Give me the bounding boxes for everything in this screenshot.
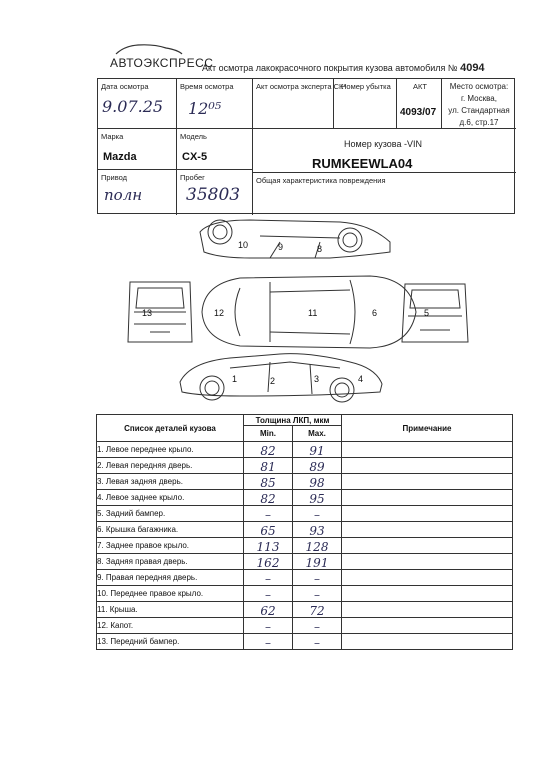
max-value-cell — [293, 522, 342, 538]
note-cell — [342, 602, 513, 618]
min-value-cell — [244, 554, 293, 570]
car-diagram — [120, 212, 480, 412]
table-row — [97, 490, 513, 506]
max-value: 191 — [305, 555, 329, 570]
max-value: 72 — [309, 603, 325, 618]
part-name: 12. Капот. — [97, 618, 244, 634]
table-row — [97, 634, 513, 650]
max-value: 128 — [305, 539, 329, 554]
max-value-cell — [293, 506, 342, 522]
diagram-label-1: 1 — [232, 374, 238, 384]
max-value: – — [314, 619, 320, 634]
date-value: 9.07.25 — [102, 97, 164, 116]
note-cell — [342, 458, 513, 474]
part-name: 6. Крышка багажника. — [97, 522, 244, 538]
car-logo-icon — [114, 42, 184, 56]
min-value: 65 — [260, 523, 276, 538]
part-name: 13. Передний бампер. — [97, 634, 244, 650]
col-max-header: Max. — [293, 426, 342, 442]
table-row — [97, 522, 513, 538]
note-cell — [342, 634, 513, 650]
part-name: 11. Крыша. — [97, 602, 244, 618]
min-value: – — [265, 587, 271, 602]
table-row — [97, 442, 513, 458]
act-value: 4093/07 — [400, 107, 437, 118]
max-value-cell — [293, 490, 342, 506]
diagram-label-13: 13 — [142, 308, 153, 318]
note-cell — [342, 570, 513, 586]
diagram-label-2: 2 — [270, 376, 276, 386]
vin-label: Номер кузова -VIN — [344, 139, 422, 149]
drive-label: Привод — [101, 173, 128, 182]
note-cell — [342, 618, 513, 634]
max-value: – — [314, 507, 320, 522]
table-row — [97, 570, 513, 586]
brand-value: Mazda — [103, 151, 137, 163]
note-cell — [342, 506, 513, 522]
max-value-cell — [293, 442, 342, 458]
max-value-cell — [293, 618, 342, 634]
table-row — [97, 586, 513, 602]
part-name: 3. Левая задняя дверь. — [97, 474, 244, 490]
min-value-cell — [244, 538, 293, 554]
part-name: 1. Левое переднее крыло. — [97, 442, 244, 458]
max-value-cell — [293, 586, 342, 602]
max-value: 98 — [309, 475, 325, 490]
note-cell — [342, 474, 513, 490]
min-value-cell — [244, 458, 293, 474]
diagram-label-12: 12 — [214, 308, 225, 318]
min-value-cell — [244, 522, 293, 538]
mileage-value: 35803 — [186, 185, 241, 205]
diagram-label-10: 10 — [238, 240, 249, 250]
col-parts-header: Список деталей кузова — [97, 415, 244, 442]
place-label: Место осмотра: — [449, 82, 509, 91]
min-value-cell — [244, 634, 293, 650]
place-line-1: г. Москва, — [461, 94, 497, 103]
min-value-cell — [244, 474, 293, 490]
min-value-cell — [244, 442, 293, 458]
note-cell — [342, 522, 513, 538]
title-text: Акт осмотра лакокрасочного покрытия кузова автомобиля № — [202, 63, 458, 73]
model-label: Модель — [180, 132, 207, 141]
min-value: – — [265, 619, 271, 634]
min-value: 81 — [260, 459, 276, 474]
expert-label: Акт осмотра эксперта СК* — [256, 82, 347, 91]
max-value: 95 — [309, 491, 325, 506]
diagram-label-8: 8 — [317, 244, 323, 254]
header-table — [97, 78, 515, 214]
table-row — [97, 554, 513, 570]
max-value: – — [314, 571, 320, 586]
min-value: 62 — [260, 603, 276, 618]
part-name: 8. Задняя правая дверь. — [97, 554, 244, 570]
date-label: Дата осмотра — [101, 82, 149, 91]
drive-value: полн — [104, 186, 143, 204]
part-name: 7. Заднее правое крыло. — [97, 538, 244, 554]
min-value: – — [265, 635, 271, 650]
act-label: АКТ — [413, 82, 427, 91]
logo-text: АВТОЭКСПРЕСС — [110, 56, 214, 70]
min-value-cell — [244, 602, 293, 618]
min-value-cell — [244, 570, 293, 586]
max-value: – — [314, 587, 320, 602]
table-row — [97, 602, 513, 618]
min-value-cell — [244, 506, 293, 522]
diagram-label-4: 4 — [358, 374, 364, 384]
table-row — [97, 618, 513, 634]
min-value: 85 — [260, 475, 276, 490]
max-value: 93 — [309, 523, 325, 538]
diagram-label-11: 11 — [308, 308, 318, 318]
part-name: 10. Переднее правое крыло. — [97, 586, 244, 602]
place-line-3: д.6, стр.17 — [459, 118, 499, 127]
damage-label: Общая характеристика повреждения — [256, 176, 386, 185]
diagram-label-9: 9 — [278, 242, 284, 252]
mileage-label: Пробег — [180, 173, 205, 182]
min-value: 82 — [260, 443, 276, 458]
max-value-cell — [293, 538, 342, 554]
max-value: 91 — [309, 443, 325, 458]
max-value: – — [314, 635, 320, 650]
table-row — [97, 458, 513, 474]
vin-value: RUMKEEWLA04 — [312, 156, 413, 171]
min-value-cell — [244, 586, 293, 602]
table-row — [97, 474, 513, 490]
time-label: Время осмотра — [180, 82, 234, 91]
table-row — [97, 506, 513, 522]
col-note-header: Примечание — [342, 415, 513, 442]
min-value: – — [265, 507, 271, 522]
part-name: 9. Правая передняя дверь. — [97, 570, 244, 586]
min-value: 113 — [256, 539, 280, 554]
company-logo — [110, 56, 213, 70]
max-value-cell — [293, 570, 342, 586]
note-cell — [342, 554, 513, 570]
loss-label: Номер убытка — [341, 82, 391, 91]
parts-rows — [97, 442, 513, 650]
inspection-place — [442, 81, 516, 129]
col-thickness-header: Толщина ЛКП, мкм — [244, 415, 342, 426]
col-min-header: Min. — [244, 426, 293, 442]
part-name: 5. Задний бампер. — [97, 506, 244, 522]
document-title — [202, 62, 485, 74]
note-cell — [342, 538, 513, 554]
part-name: 2. Левая передняя дверь. — [97, 458, 244, 474]
act-number: 4094 — [460, 62, 485, 74]
diagram-label-6: 6 — [372, 308, 378, 318]
part-name: 4. Левое заднее крыло. — [97, 490, 244, 506]
time-value: 12⁰⁵ — [188, 99, 222, 118]
table-row — [97, 538, 513, 554]
max-value-cell — [293, 634, 342, 650]
min-value: – — [265, 571, 271, 586]
min-value: 162 — [256, 555, 280, 570]
model-value: CX-5 — [182, 151, 208, 163]
diagram-label-3: 3 — [314, 374, 320, 384]
note-cell — [342, 490, 513, 506]
max-value-cell — [293, 602, 342, 618]
diagram-label-5: 5 — [424, 308, 430, 318]
brand-label: Марка — [101, 132, 124, 141]
max-value-cell — [293, 474, 342, 490]
place-line-2: ул. Стандартная — [448, 106, 510, 115]
min-value: 82 — [260, 491, 276, 506]
min-value-cell — [244, 490, 293, 506]
paint-thickness-table — [96, 414, 513, 650]
max-value-cell — [293, 458, 342, 474]
max-value: 89 — [309, 459, 325, 474]
max-value-cell — [293, 554, 342, 570]
note-cell — [342, 586, 513, 602]
min-value-cell — [244, 618, 293, 634]
note-cell — [342, 442, 513, 458]
